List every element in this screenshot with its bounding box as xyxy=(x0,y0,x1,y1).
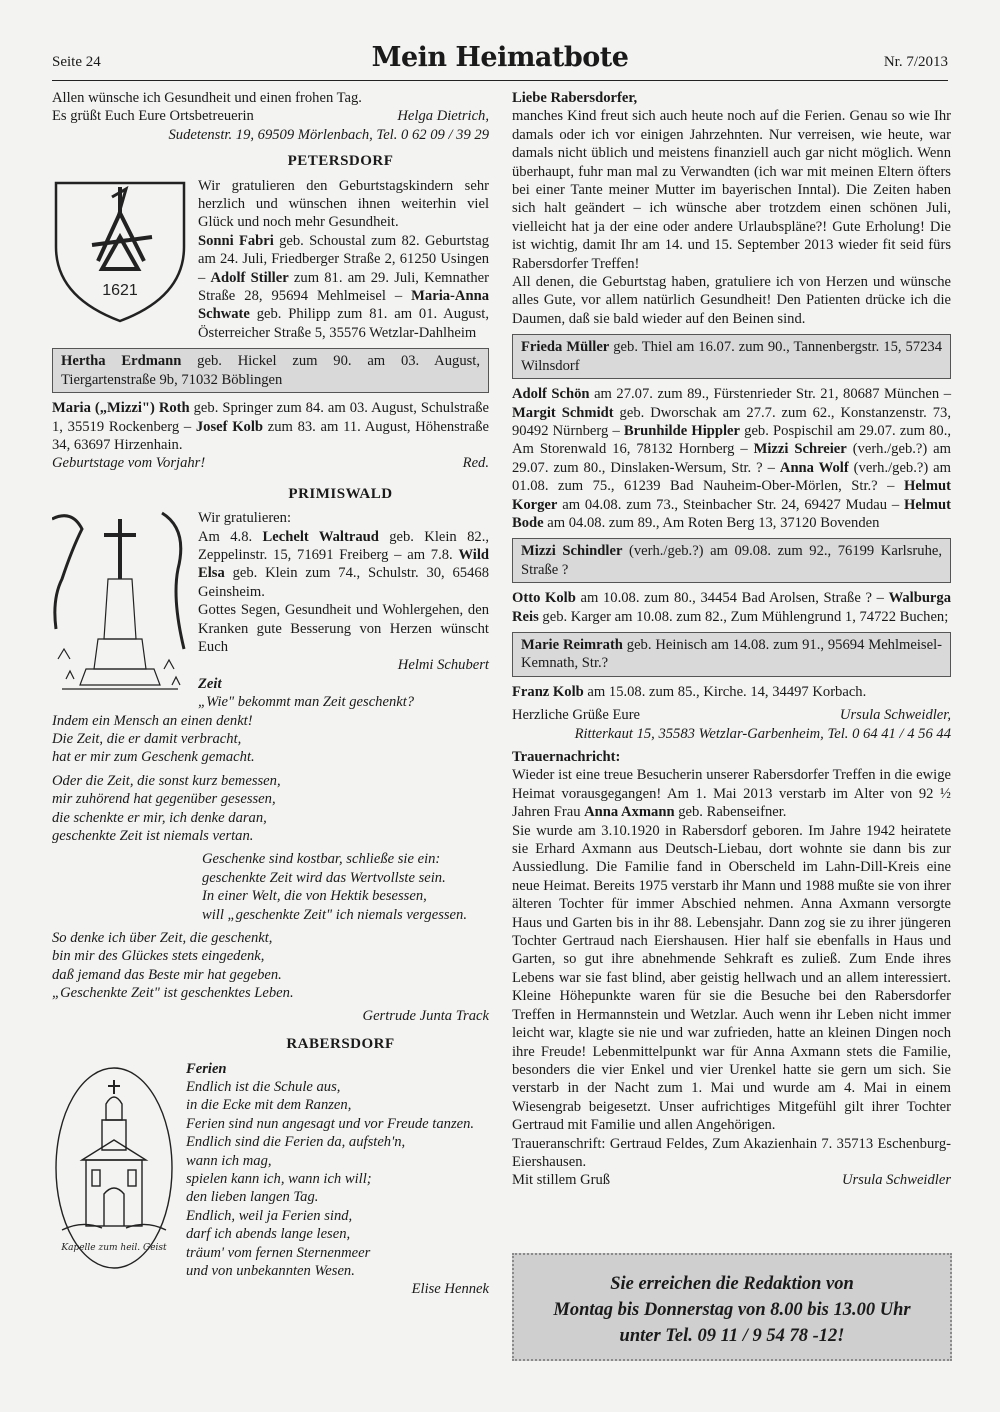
poem-line: geschenkte Zeit ist niemals vertan. xyxy=(52,828,254,845)
page-header xyxy=(52,42,948,81)
primiswald-intro: Wir gratulieren: xyxy=(198,510,292,527)
masthead-title: Mein Heimatbote xyxy=(371,42,629,73)
left-column xyxy=(52,89,489,1299)
poem-title: Zeit xyxy=(198,675,222,692)
poem-title: Ferien xyxy=(186,1060,227,1077)
page-number: Seite 24 xyxy=(52,54,101,70)
intro-signoff: Es grüßt Euch Eure Ortsbetreuerin Helga Dietrich, xyxy=(52,108,489,125)
petersdorf-crest xyxy=(52,177,188,330)
poem-line: Endlich ist die Schule aus, xyxy=(186,1078,341,1095)
petersdorf-birthdays: Sonni Fabri geb. Schoustal zum 82. Geburtstag am 24. Juli, Friedberger Straße 2, 61250 Usingen – Adolf Stiller zum 81. am 29. Juli, Kemnather Straße 28, 95694 Mehlmeisel – Maria-Anna Schwate geb. Philipp zum 81. am 01. August, Österreicher Straße 5, 35576 Wetzlar-Dahlheim xyxy=(198,232,489,341)
letter-signoff: Herzliche Grüße Eure Ursula Schweidler, xyxy=(512,707,951,724)
poem-line: Indem ein Mensch an einen denkt! xyxy=(52,712,253,729)
petersdorf-birthdays-2: Maria („Mizzi") Roth geb. Springer zum 84. am 03. August, Schulstraße 1, 35519 Rockenberg – Josef Kolb zum 83. am 11. August, Höhenstraße 34, 63697 Hirzenhain. xyxy=(52,400,490,453)
poem-line: darf ich abends lange lesen, xyxy=(186,1226,351,1243)
poem-line: Endlich, weil ja Ferien sind, xyxy=(186,1207,353,1224)
right-column xyxy=(512,89,951,1190)
petersdorf-intro: Wir gratulieren den Geburtstagskindern sehr herzlich und wünschen ihnen weiterhin viel Glück und noch mehr Gesundheit. xyxy=(198,177,489,231)
section-heading-petersdorf: PETERSDORF xyxy=(287,153,394,170)
poem-line: Oder die Zeit, die sonst kurz bemessen, xyxy=(52,772,281,789)
intro-address: Sudetenstr. 19, 69509 Mörlenbach, Tel. 0 62 09 / 39 29 xyxy=(168,126,489,143)
notice-line: unter Tel. 09 11 / 9 54 78 -12! xyxy=(619,1326,845,1346)
poem-line: will „geschenkte Zeit" ich niemals vergessen. xyxy=(202,906,467,923)
issue-number: Nr. 7/2013 xyxy=(883,54,948,70)
notice-line: Montag bis Donnerstag von 8.00 bis 13.00 Uhr xyxy=(553,1300,911,1320)
poem-author: Elise Hennek xyxy=(411,1281,489,1298)
poem-line: Ferien sind nun angesagt und vor Freude tanzen. xyxy=(186,1115,475,1132)
editorial-contact-notice xyxy=(512,1253,952,1361)
poem-line: In einer Welt, die von Hektik besessen, xyxy=(202,888,427,905)
poem-line: den lieben langen Tag. xyxy=(186,1189,319,1206)
poem-author: Gertrude Junta Track xyxy=(362,1007,489,1024)
poem-line: und von unbekannten Wesen. xyxy=(186,1262,355,1279)
poem-line: mir zuhörend hat gegenüber gesessen, xyxy=(52,791,276,808)
primiswald-signature: Helmi Schubert xyxy=(397,657,489,674)
poem-line: „Geschenkte Zeit" ist geschenktes Leben. xyxy=(52,985,294,1002)
poem-line: „Wie" bekommt man Zeit geschenkt? xyxy=(198,694,415,711)
section-heading-primiswald: PRIMISWALD xyxy=(288,485,393,502)
svg-text:1621: 1621 xyxy=(102,281,138,299)
primiswald-birthdays: Am 4.8. Lechelt Waltraud geb. Klein 82., Zeppelinstr. 15, 71691 Freiberg – am 7.8. Wild Elsa geb. Klein zum 74., Schulstr. 30, 65468 Geinsheim. xyxy=(198,528,489,600)
petersdorf-note: Geburtstage vom Vorjahr! Red. xyxy=(52,455,489,472)
obituary-paragraph: Sie wurde am 3.10.1920 in Rabersdorf geboren. Im Jahre 1942 heiratete sie Erhard Axmann aus Deutsch-Liebau, dort wohnte sie dann bis zur Aussiedlung. Die Familie fand in Oberscheld im Lahn-Dill-Kreis eine neue Heimat. Bereits 1975 verstarb ihr Mann und 1988 mußte sie von ihrer älteren Tochter für immer Abschied nehmen. Anna Axmann versorgte Haus und Garten bis in ihr 88. Lebensjahr. Dann zog sie zu ihrer jüngeren Tochter Gertraud nach Eiershausen. Hier half sie ebenfalls in Haus und Garten, so gut ihre abnehmende Sehkraft es zuließ. Zum Ende ihres Lebens war sie fast blind, aber geistig hellwach und an allem interessiert. Kleine Höhepunkte waren für sie die Besuche bei den Rabersdorfer Treffen in Hermannstein und Wetzlar. Auch wenn ihr Leben nicht immer leicht war, klagte sie nie und war zufrieden, hatte an kleinen Dingen noch ihre Freude! Lebenmittelpunkt war für Anna Axmann stets die Familie, besonders die vier Enkel und vier Urenkel hatte sie gern um sich. Sie verstarb in der Nacht zum 1. Mai und wurde am 4. Mai in einem Wiesengrab beigesetzt. Unser aufrichtiges Mitgefühl gilt ihrer Tochter Gertraud mit Familie und allen Angehörigen. xyxy=(512,822,951,1134)
obituary-paragraph: Wieder ist eine treue Besucherin unserer Rabersdorfer Treffen in die ewige Heimat vorausgegangen! Am 1. Mai 2013 verstarb im Alter von 92 ½ Jahren Frau Anna Axmann geb. Rabenseifner. xyxy=(512,767,951,821)
wayside-cross-illustration xyxy=(52,509,188,700)
obituary-heading: Trauernachricht: xyxy=(512,749,621,765)
birthday-box-reimrath: Marie Reimrath geb. Heinisch am 14.08. zum 91., 95694 Mehlmeisel-Kemnath, Str.? xyxy=(512,632,951,677)
chapel-illustration xyxy=(52,1060,176,1277)
letter-paragraph: manches Kind freut sich auch heute noch auf die Ferien. Genau so wie Ihr damals oder ich vor einigen Jahrzehnten. Nur verreisen, wie heute, war damals nicht üblich und meistens finanziell auch gar nicht möglich. Wenn überhaupt, fuhr man mal zu Verwandten (ich war mit meinen Eltern öfters bei einer Tante meiner Mutter im bayerischen Inntal). Die Zeiten haben sich halt geändert – ich wünsche aber trotzdem einen schönen Juli, vielleicht hat ja der eine oder andere Urlaubspläne?! Gute Erholung! Die ist wichtig, damit Ihr am 14. und 15. September 2013 wieder fit seid fürs Rabersdorfer Treffen! xyxy=(512,108,951,272)
letter-paragraph: All denen, die Geburtstag haben, gratuliere ich von Herzen und wünsche alles Gute, vor allem natürlich Gesundheit! Den Patienten drücke ich die Daumen, daß sie bald wieder auf den Beinen sind. xyxy=(512,274,951,327)
birthday-box-schindler: Mizzi Schindler (verh./geb.?) am 09.08. zum 92., 76199 Karlsruhe, Straße ? xyxy=(512,538,951,583)
section-heading-rabersdorf: RABERSDORF xyxy=(286,1036,395,1053)
poem-line: die schenkte er mir, ich denke daran, xyxy=(52,809,267,826)
letter-address: Ritterkaut 15, 35583 Wetzlar-Garbenheim, Tel. 0 64 41 / 4 56 44 xyxy=(574,725,951,742)
poem-line: bin mir des Glückes stets eingedenk, xyxy=(52,948,265,965)
poem-line: träum' vom fernen Sternenmeer xyxy=(186,1244,371,1261)
birthday-box-erdmann: Hertha Erdmann geb. Hickel zum 90. am 03. August, Tiergartenstraße 9b, 71032 Böblingen xyxy=(52,348,489,393)
notice-line: Sie erreichen die Redaktion von xyxy=(610,1274,854,1294)
birthday-box-mueller: Frieda Müller geb. Thiel am 16.07. zum 90., Tannenbergstr. 15, 57234 Wilnsdorf xyxy=(512,334,951,379)
intro-line: Allen wünsche ich Gesundheit und einen frohen Tag. xyxy=(52,90,362,106)
poem-line: daß jemand das Beste mir hat gegeben. xyxy=(52,966,282,983)
poem-line: hat er mir zum Geschenk gemacht. xyxy=(52,749,255,766)
birthday-list: Otto Kolb am 10.08. zum 80., 34454 Bad Arolsen, Straße ? – Walburga Reis geb. Karger am 10.08. zum 82., Zum Mühlengrund 1, 74722 Buchen; xyxy=(512,590,952,625)
poem-line: Die Zeit, die er damit verbracht, xyxy=(52,731,242,747)
obituary-address: Traueranschrift: Gertraud Feldes, Zum Akazienhain 7. 35713 Eschenburg-Eiershausen. xyxy=(512,1135,951,1170)
obituary-signoff: Mit stillem Gruß Ursula Schweidler xyxy=(512,1172,951,1189)
greeting: Liebe Rabersdorfer, xyxy=(512,90,638,106)
poem-zeit xyxy=(52,675,489,1025)
svg-text:Kapelle zum heil. Geist: Kapelle zum heil. Geist xyxy=(61,1242,167,1253)
primiswald-wishes: Gottes Segen, Gesundheit und Wohlergehen, den Kranken gute Besserung von Herzen wünscht Euch xyxy=(198,602,489,655)
poem-line: Endlich sind die Ferien da, aufsteh'n, xyxy=(186,1134,406,1151)
poem-line: spielen kann ich, wann ich will; xyxy=(186,1170,372,1187)
poem-line: So denke ich über Zeit, die geschenkt, xyxy=(52,930,273,947)
poem-line: wann ich mag, xyxy=(186,1152,272,1169)
birthday-list: Franz Kolb am 15.08. zum 85., Kirche. 14, 34497 Korbach. xyxy=(512,683,867,700)
poem-line: geschenkte Zeit wird das Wertvollste sein. xyxy=(202,869,446,886)
poem-line: Geschenke sind kostbar, schließe sie ein: xyxy=(202,851,441,868)
poem-line: in die Ecke mit dem Ranzen, xyxy=(186,1097,352,1114)
birthday-list: Adolf Schön am 27.07. zum 89., Fürstenrieder Str. 21, 80687 München – Margit Schmidt geb. Dworschak am 27.7. zum 62., Konstanzenstr. 73, 90492 Nürnberg – Brunhilde Hippler geb. Pospischil am 29.07. zum 80., Am Storenwald 16, 78132 Hornberg – Mizzi Schreier (verh./geb.?) am 29.07. zum 80., Dinslaken-Wersum, Str. ? – Anna Wolf (verh./geb.?) am 01.08. zum 75., 61239 Bad Nauheim-Ober-Mörlen, Str.? – Helmut Korger am 04.08. zum 73., Steinbacher Str. 24, 69427 Mudau – Helmut Bode am 04.08. zum 89., Am Roten Berg 13, 37120 Bovenden xyxy=(512,386,952,531)
